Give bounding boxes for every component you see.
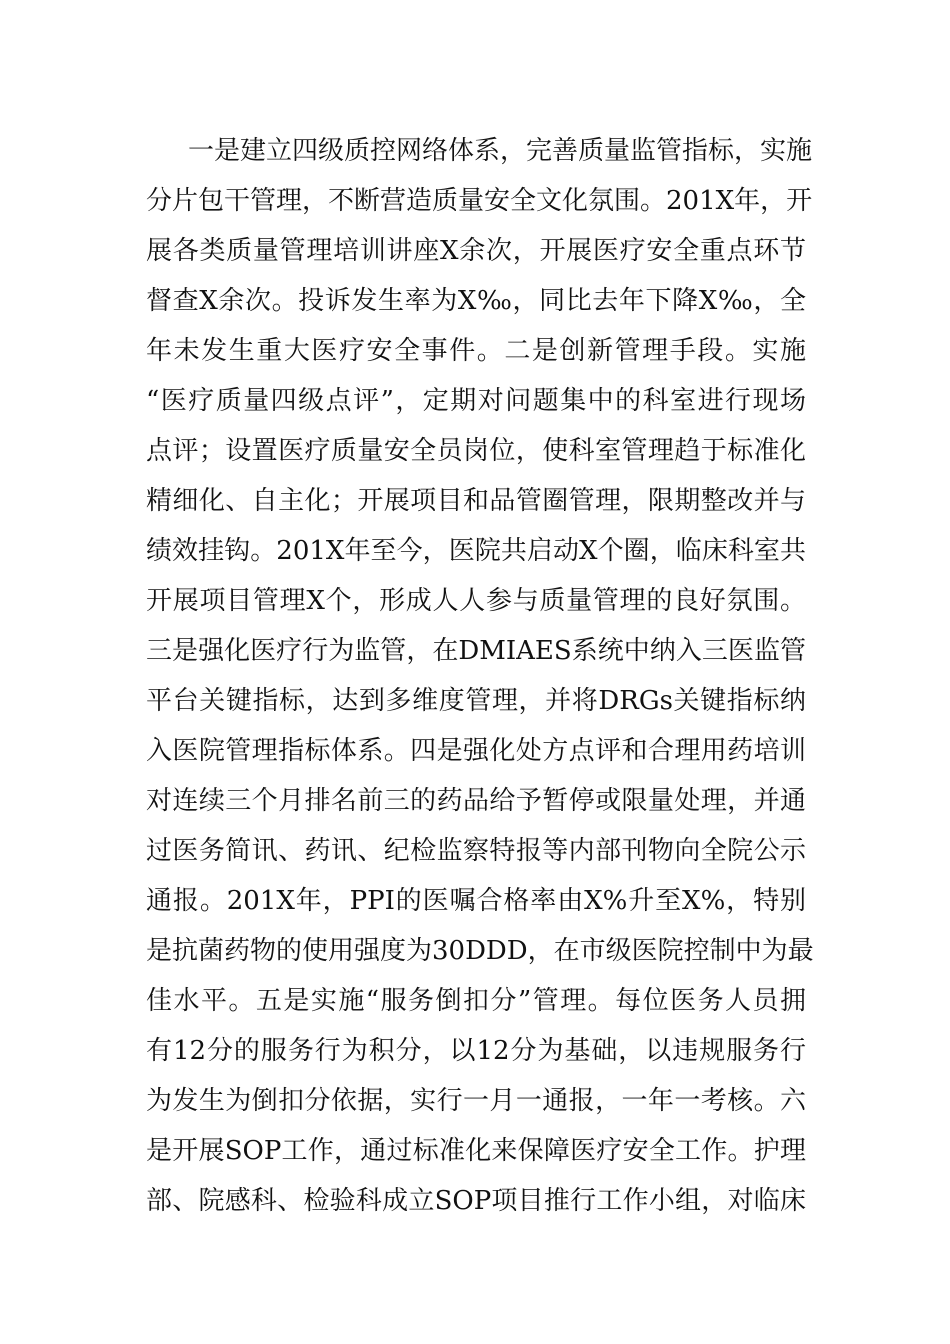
paragraph-line-14: 对连续三个月排名前三的药品给予暂停或限量处理，并通 — [146, 786, 806, 816]
paragraph-line-7: 点评；设置医疗质量安全员岗位，使科室管理趋于标准化 — [146, 436, 806, 466]
paragraph-line-6: “医疗质量四级点评”，定期对问题集中的科室进行现场 — [146, 386, 806, 416]
paragraph-line-18: 佳水平。五是实施“服务倒扣分”管理。每位医务人员拥 — [146, 986, 806, 1016]
paragraph-line-11: 三是强化医疗行为监管，在DMIAES系统中纳入三医监管 — [146, 636, 806, 666]
paragraph-line-19: 有12分的服务行为积分，以12分为基础，以违规服务行 — [146, 1036, 806, 1066]
paragraph-line-8: 精细化、自主化；开展项目和品管圈管理，限期整改并与 — [146, 486, 806, 516]
paragraph-line-16: 通报。201X年，PPI的医嘱合格率由X%升至X%，特别 — [146, 886, 806, 916]
paragraph-line-1: 一是建立四级质控网络体系，完善质量监管指标，实施 — [188, 136, 813, 166]
paragraph-line-15: 过医务简讯、药讯、纪检监察特报等内部刊物向全院公示 — [146, 836, 806, 866]
paragraph-line-4: 督查X余次。投诉发生率为X‰，同比去年下降X‰，全 — [146, 286, 806, 316]
paragraph-line-17: 是抗菌药物的使用强度为30DDD，在市级医院控制中为最 — [146, 936, 814, 966]
paragraph-line-22: 部、院感科、检验科成立SOP项目推行工作小组，对临床 — [146, 1186, 806, 1216]
paragraph-line-2: 分片包干管理，不断营造质量安全文化氛围。201X年，开 — [146, 186, 813, 216]
paragraph-line-9: 绩效挂钩。201X年至今，医院共启动X个圈，临床科室共 — [146, 536, 806, 566]
paragraph-line-13: 入医院管理指标体系。四是强化处方点评和合理用药培训 — [146, 736, 806, 766]
paragraph-line-21: 是开展SOP工作，通过标准化来保障医疗安全工作。护理 — [146, 1136, 806, 1166]
paragraph-line-3: 展各类质量管理培训讲座X余次，开展医疗安全重点环节 — [146, 236, 806, 266]
paragraph-line-5: 年未发生重大医疗安全事件。二是创新管理手段。实施 — [146, 336, 806, 366]
paragraph-line-20: 为发生为倒扣分依据，实行一月一通报，一年一考核。六 — [146, 1086, 806, 1116]
paragraph-line-10: 开展项目管理X个，形成人人参与质量管理的良好氛围。 — [146, 586, 806, 616]
paragraph-line-12: 平台关键指标，达到多维度管理，并将DRGs关键指标纳 — [146, 686, 806, 716]
